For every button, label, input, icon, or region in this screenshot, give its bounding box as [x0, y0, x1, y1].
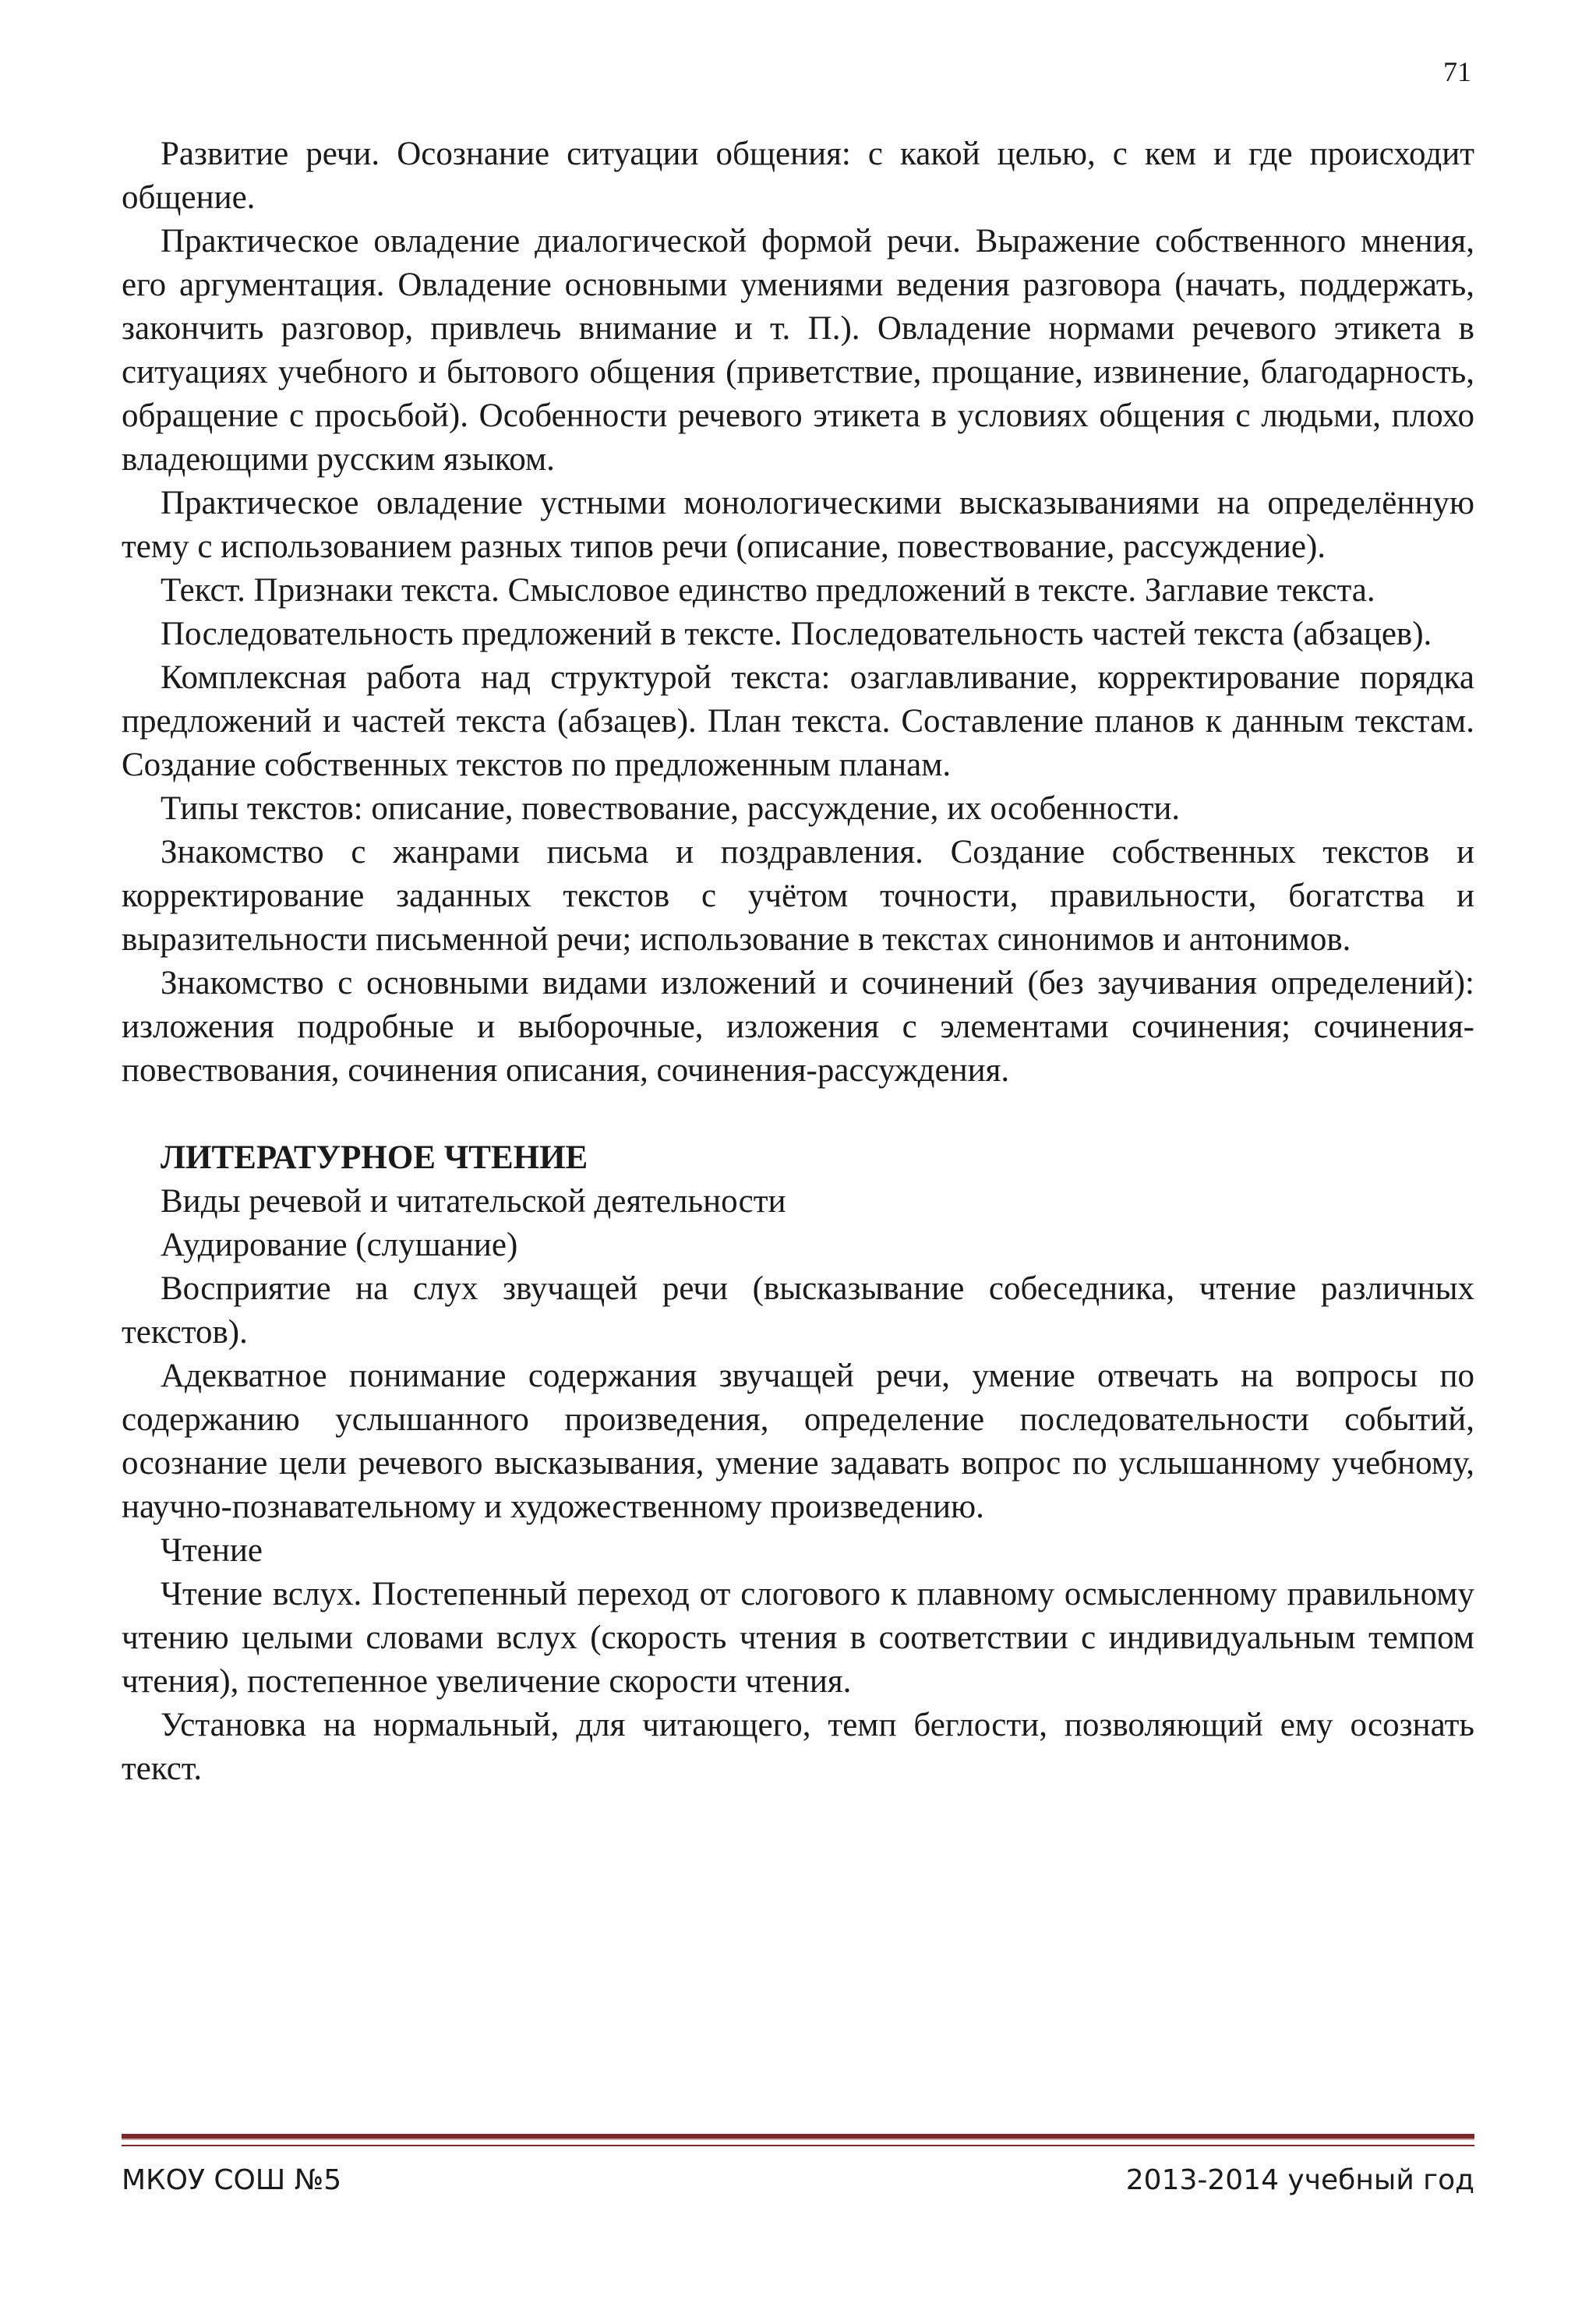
paragraph: Развитие речи. Осознание ситуации общения: с какой целью, с кем и где происходит общение.	[122, 136, 1474, 216]
subheading: Чтение	[161, 1532, 263, 1569]
footer-rule-thin	[122, 2145, 1474, 2146]
footer-rule	[122, 2134, 1474, 2140]
subheading: Виды речевой и читательской деятельности	[161, 1183, 786, 1220]
paragraph: Чтение вслух. Постепенный переход от слогового к плавному осмысленному правильному чтению целыми словами вслух (скорость чтения в соответствии с индивидуальным темпом чтения), постепенное увеличение скорости чтения.	[122, 1576, 1474, 1700]
section-heading: ЛИТЕРАТУРНОЕ ЧТЕНИЕ	[161, 1139, 588, 1176]
subheading: Аудирование (слушание)	[161, 1227, 518, 1263]
page-footer	[122, 2164, 1474, 2196]
document-body	[122, 132, 1474, 1791]
paragraph: Практическое овладение диалогической формой речи. Выражение собственного мнения, его аргументация. Овладение основными умениями ведения разговора (начать, поддержать, закончить разговор, привлечь внимание и т. П.). Овладение нормами речевого этикета в ситуациях учебного и бытового общения (приветствие, прощание, извинение, благодарность, обращение с просьбой). Особенности речевого этикета в условиях общения с людьми, плохо владеющими русским языком.	[122, 223, 1474, 478]
paragraph: Адекватное понимание содержания звучащей речи, умение отвечать на вопросы по содержанию услышанного произведения, определение последовательности событий, осознание цели речевого высказывания, умение задавать вопрос по услышанному учебному, научно-познавательному и художественному произведению.	[122, 1358, 1474, 1525]
footer-school: МКОУ СОШ №5	[122, 2164, 342, 2196]
paragraph: Последовательность предложений в тексте. Последовательность частей текста (абзацев).	[161, 616, 1432, 652]
paragraph: Практическое овладение устными монологическими высказываниями на определённую тему с использованием разных типов речи (описание, повествование, рассуждение).	[122, 485, 1474, 565]
footer-year: 2013-2014 учебный год	[1125, 2164, 1474, 2196]
paragraph: Знакомство с жанрами письма и поздравления. Создание собственных текстов и корректирование заданных текстов с учётом точности, правильности, богатства и выразительности письменной речи; использование в текстах синонимов и антонимов.	[122, 834, 1474, 958]
paragraph: Типы текстов: описание, повествование, рассуждение, их особенности.	[161, 790, 1181, 827]
paragraph: Текст. Признаки текста. Смысловое единство предложений в тексте. Заглавие текста.	[161, 572, 1375, 609]
paragraph: Комплексная работа над структурой текста: озаглавливание, корректирование порядка предложений и частей текста (абзацев). План текста. Составление планов к данным текстам. Создание собственных текстов по предложенным планам.	[122, 659, 1474, 783]
paragraph: Знакомство с основными видами изложений и сочинений (без заучивания определений): изложения подробные и выборочные, изложения с элементами сочинения; сочинения-повествования, сочинения описания, сочинения-рассуждения.	[122, 965, 1474, 1089]
paragraph: Восприятие на слух звучащей речи (высказывание собеседника, чтение различных текстов).	[122, 1270, 1474, 1351]
page-number: 71	[1443, 56, 1471, 87]
paragraph: Установка на нормальный, для читающего, темп беглости, позволяющий ему осознать текст.	[122, 1707, 1474, 1787]
section-spacer	[122, 1093, 1474, 1136]
